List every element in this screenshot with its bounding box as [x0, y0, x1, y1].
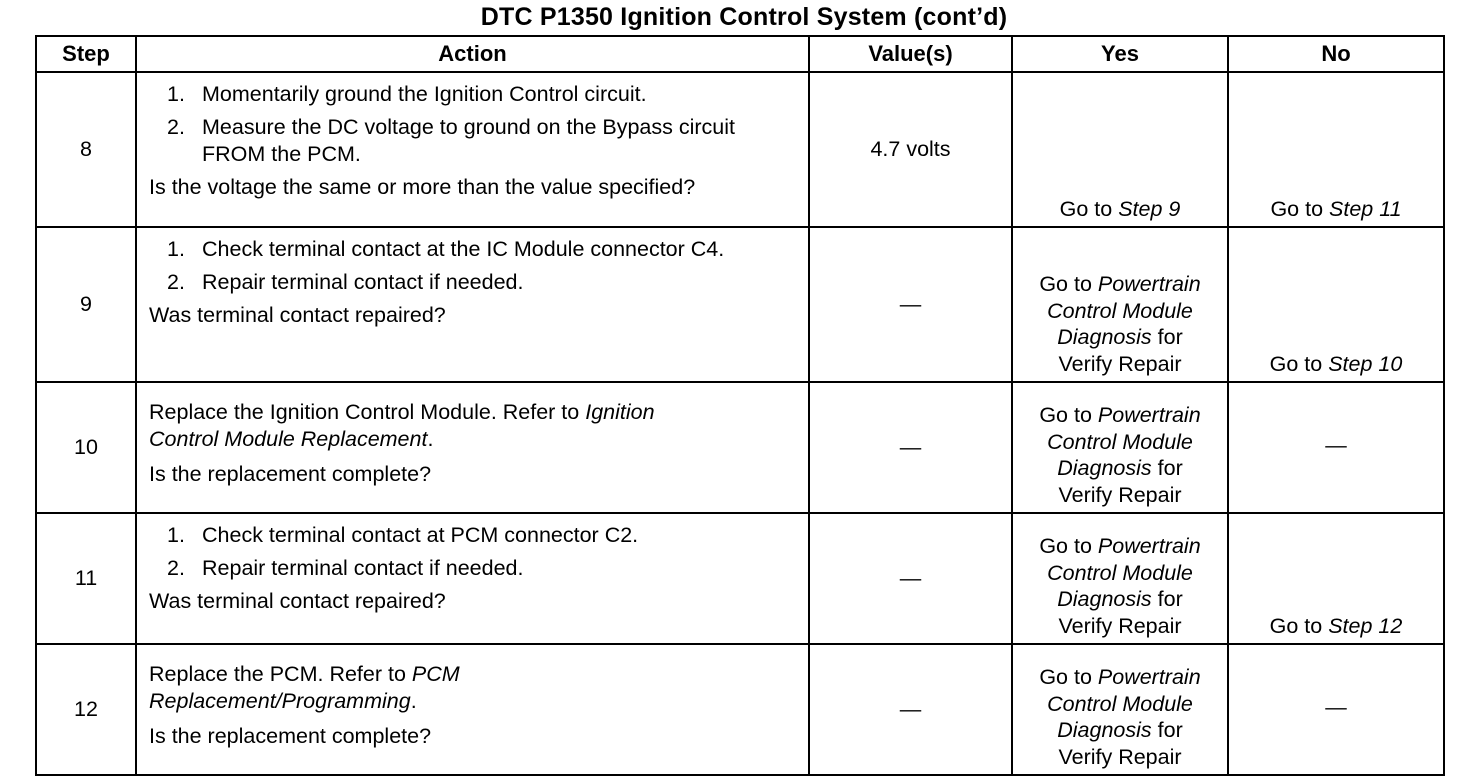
yes-ref-powertrain: Powertrain: [1097, 403, 1201, 427]
header-no: No: [1228, 36, 1444, 72]
action-cell: [136, 72, 809, 227]
action-cell: [136, 644, 809, 775]
value-cell: 4.7 volts: [809, 72, 1012, 227]
table-row: [36, 382, 1444, 513]
no-step-ref: Step 11: [1329, 196, 1402, 221]
step-number: 10: [36, 382, 136, 513]
no-step-ref: Step 12: [1328, 613, 1403, 638]
yes-prefix: Go to: [1039, 665, 1098, 689]
yes-ref-diagnosis: Diagnosis: [1057, 587, 1152, 611]
action-ref: PCM: [411, 662, 460, 686]
step-number: 11: [36, 513, 136, 644]
item-number: 1.: [167, 523, 185, 547]
yes-cell: [1012, 513, 1228, 644]
yes-prefix: Go to: [1039, 534, 1098, 558]
value-cell: —: [809, 513, 1012, 644]
no-prefix: Go to: [1269, 613, 1329, 638]
yes-verify-repair: Verify Repair: [1058, 351, 1182, 376]
yes-for: for: [1151, 587, 1183, 611]
item-text: Momentarily ground the Ignition Control circuit.: [202, 82, 647, 106]
yes-ref-diagnosis: Diagnosis: [1057, 718, 1152, 742]
step-number: 8: [36, 72, 136, 227]
item-number: 2.: [167, 270, 185, 294]
action-question: Is the voltage the same or more than the value specified?: [149, 175, 696, 199]
yes-cell: [1012, 644, 1228, 775]
action-question: Is the replacement complete?: [149, 462, 432, 486]
item-number: 2.: [167, 115, 185, 139]
yes-ref-powertrain: Powertrain: [1097, 665, 1201, 689]
item-text: Repair terminal contact if needed.: [202, 270, 524, 294]
step-number: 9: [36, 227, 136, 382]
no-step-ref: Step 10: [1328, 351, 1403, 376]
item-number: 1.: [167, 82, 185, 106]
action-period: .: [427, 427, 434, 451]
value-cell: —: [809, 644, 1012, 775]
yes-for: for: [1151, 456, 1183, 480]
item-text: Check terminal contact at the IC Module connector C4.: [202, 237, 725, 261]
action-item: [149, 555, 800, 582]
table-row: [36, 644, 1444, 775]
no-cell: [1228, 72, 1444, 227]
item-number: 1.: [167, 237, 185, 261]
action-question: Is the replacement complete?: [149, 724, 432, 748]
action-cell: [136, 227, 809, 382]
item-text: Check terminal contact at PCM connector C2.: [202, 523, 639, 547]
yes-prefix: Go to: [1059, 196, 1119, 221]
action-item: [149, 81, 800, 108]
header-row: [36, 36, 1444, 72]
action-text: [149, 399, 800, 453]
action-text: [149, 661, 800, 715]
yes-cell: [1012, 382, 1228, 513]
yes-ref-powertrain: Powertrain: [1097, 534, 1201, 558]
yes-step-ref: Step 9: [1118, 196, 1181, 221]
yes-ref-control-module: Control Module: [1047, 560, 1193, 585]
yes-prefix: Go to: [1039, 272, 1098, 296]
yes-verify-repair: Verify Repair: [1058, 744, 1182, 769]
item-text: Measure the DC voltage to ground on the Bypass circuit FROM the PCM.: [202, 115, 736, 166]
no-cell: [1228, 227, 1444, 382]
yes-ref-powertrain: Powertrain: [1097, 272, 1201, 296]
table-row: [36, 227, 1444, 382]
no-cell: —: [1228, 382, 1444, 513]
table-row: [36, 513, 1444, 644]
action-ref: Ignition: [585, 400, 655, 424]
step-number: 12: [36, 644, 136, 775]
no-cell: —: [1228, 644, 1444, 775]
action-ref: Replacement/Programming: [149, 689, 411, 713]
action-lead: Replace the PCM. Refer to: [149, 662, 412, 686]
yes-verify-repair: Verify Repair: [1058, 482, 1182, 507]
header-yes: Yes: [1012, 36, 1228, 72]
action-item: [149, 522, 800, 549]
item-number: 2.: [167, 556, 185, 580]
action-item: [149, 269, 800, 296]
yes-ref-control-module: Control Module: [1047, 429, 1193, 454]
yes-cell: [1012, 227, 1228, 382]
yes-verify-repair: Verify Repair: [1058, 613, 1182, 638]
yes-for: for: [1151, 325, 1183, 349]
diagnostic-table: [35, 35, 1445, 776]
yes-for: for: [1151, 718, 1183, 742]
yes-prefix: Go to: [1039, 403, 1098, 427]
value-cell: —: [809, 382, 1012, 513]
action-ref: Control Module Replacement: [149, 427, 428, 451]
no-cell: [1228, 513, 1444, 644]
action-question: Was terminal contact repaired?: [149, 589, 446, 613]
document-title: DTC P1350 Ignition Control System (cont’d): [480, 3, 1008, 31]
action-item: [149, 236, 800, 263]
yes-ref-control-module: Control Module: [1047, 691, 1193, 716]
action-lead: Replace the Ignition Control Module. Refer to: [149, 400, 586, 424]
action-cell: [136, 382, 809, 513]
header-step: Step: [36, 36, 136, 72]
value-cell: —: [809, 227, 1012, 382]
no-prefix: Go to: [1270, 196, 1330, 221]
action-item: [149, 114, 800, 168]
table-row: [36, 72, 1444, 227]
action-period: .: [410, 689, 417, 713]
yes-ref-diagnosis: Diagnosis: [1057, 325, 1152, 349]
action-question: Was terminal contact repaired?: [149, 303, 446, 327]
yes-ref-diagnosis: Diagnosis: [1057, 456, 1152, 480]
yes-ref-control-module: Control Module: [1047, 298, 1193, 323]
action-cell: [136, 513, 809, 644]
no-prefix: Go to: [1269, 351, 1329, 376]
yes-cell: [1012, 72, 1228, 227]
header-values: Value(s): [809, 36, 1012, 72]
item-text: Repair terminal contact if needed.: [202, 556, 524, 580]
header-action: Action: [136, 36, 809, 72]
